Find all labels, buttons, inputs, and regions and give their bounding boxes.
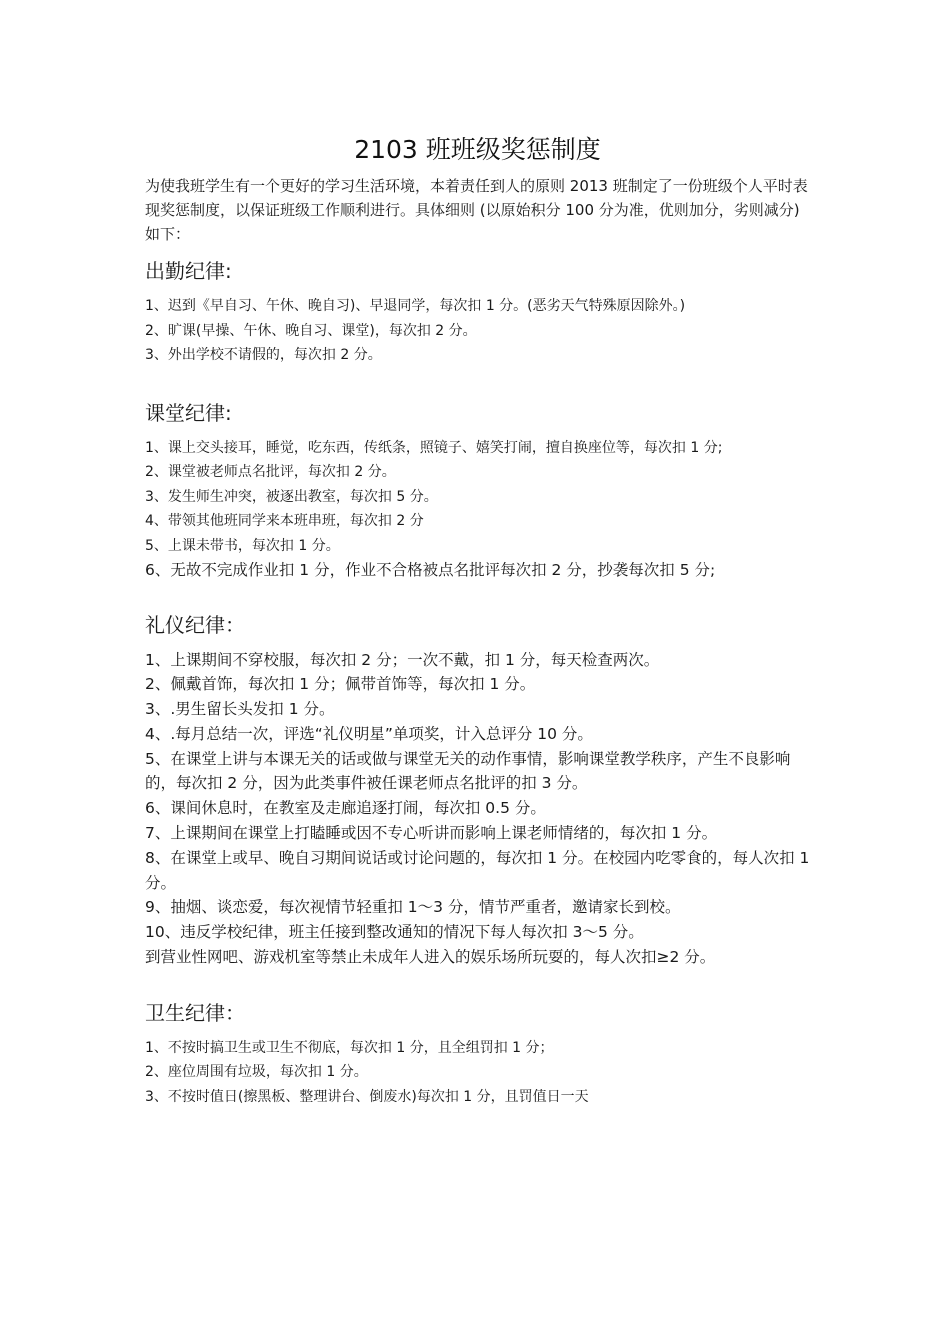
list-item: 8、在课堂上或早、晚自习期间说话或讨论问题的，每次扣 1 分。在校园内吃零食的，每人次扣 1 分。 <box>145 848 810 892</box>
rule-list <box>145 294 810 368</box>
list-item: 3、不按时值日(擦黑板、整理讲台、倒废水)每次扣 1 分，且罚值日一天 <box>145 1088 589 1105</box>
list-item: 4、带领其他班同学来本班串班，每次扣 2 分 <box>145 513 424 529</box>
rule-list <box>145 1036 810 1110</box>
list-item: 3、发生师生冲突，被逐出教室，每次扣 5 分。 <box>145 488 438 505</box>
list-item: 1、不按时搞卫生或卫生不彻底，每次扣 1 分，且全组罚扣 1 分； <box>145 1039 554 1056</box>
list-item: 1、迟到《早自习、午休、晚自习)、早退同学，每次扣 1 分。(恶劣天气特殊原因除外。) <box>145 298 686 314</box>
section-classroom <box>145 398 810 583</box>
spacer <box>145 970 810 998</box>
rule-list <box>145 648 810 970</box>
list-item: 2、旷课(早操、午休、晚自习、课堂)，每次扣 2 分。 <box>145 322 477 339</box>
list-item: 6、无故不完成作业扣 1 分，作业不合格被点名批评每次扣 2 分，抄袭每次扣 5 分; <box>145 561 716 579</box>
section-hygiene <box>145 998 810 1110</box>
list-item: 1、上课期间不穿校服，每次扣 2 分；一次不戴，扣 1 分，每天检查两次。 <box>145 650 660 669</box>
intro-paragraph: 为使我班学生有一个更好的学习生活环境，本着责任到人的原则 2013 班制定了一份班级个人平时表现奖惩制度，以保证班级工作顺利进行。具体细则 (以原始积分 100 分为准，优则加分，劣则减分)如下： <box>145 177 808 243</box>
list-item: 3、外出学校不请假的，每次扣 2 分。 <box>145 347 382 363</box>
rule-list <box>145 436 810 583</box>
list-item: 2、座位周围有垃圾，每次扣 1 分。 <box>145 1064 368 1081</box>
list-item: 1、课上交头接耳，睡觉，吃东西，传纸条，照镜子、嬉笑打闹，擅自换座位等，每次扣 1 分; <box>145 439 723 456</box>
list-item: 5、在课堂上讲与本课无关的话或做与课堂无关的动作事情，影响课堂教学秩序，产生不良影响的，每次扣 2 分，因为此类事件被任课老师点名批评的扣 3 分。 <box>145 749 791 793</box>
list-item: 到营业性网吧、游戏机室等禁止未成年人进入的娱乐场所玩耍的，每人次扣≥2 分。 <box>145 948 716 967</box>
list-item: 4、.每月总结一次，评选“礼仪明星”单项奖，计入总评分 10 分。 <box>145 724 593 743</box>
spacer <box>145 368 810 398</box>
list-item: 6、课间休息时，在教室及走廊追逐打闹，每次扣 0.5 分。 <box>145 799 546 818</box>
section-heading: 出勤纪律: <box>145 259 232 283</box>
list-item: 7、上课期间在课堂上打瞌睡或因不专心听讲而影响上课老师情绪的，每次扣 1 分。 <box>145 824 718 843</box>
list-item: 10、违反学校纪律，班主任接到整改通知的情况下每人每次扣 3～5 分。 <box>145 923 644 942</box>
section-attendance <box>145 256 810 368</box>
list-item: 2、课堂被老师点名批评，每次扣 2 分。 <box>145 464 396 480</box>
spacer <box>145 583 810 610</box>
section-etiquette <box>145 610 810 970</box>
list-item: 3、.男生留长头发扣 1 分。 <box>145 700 335 719</box>
list-item: 9、抽烟、谈恋爱，每次视情节轻重扣 1～3 分，情节严重者，邀请家长到校。 <box>145 898 681 917</box>
section-heading: 礼仪纪律： <box>145 612 245 637</box>
list-item: 5、上课未带书，每次扣 1 分。 <box>145 537 340 554</box>
document-page <box>145 128 810 1109</box>
list-item: 2、佩戴首饰，每次扣 1 分；佩带首饰等，每次扣 1 分。 <box>145 675 536 694</box>
section-heading: 课堂纪律: <box>145 400 232 425</box>
section-heading: 卫生纪律： <box>145 1000 245 1025</box>
document-title: 2103 班班级奖惩制度 <box>354 135 601 164</box>
